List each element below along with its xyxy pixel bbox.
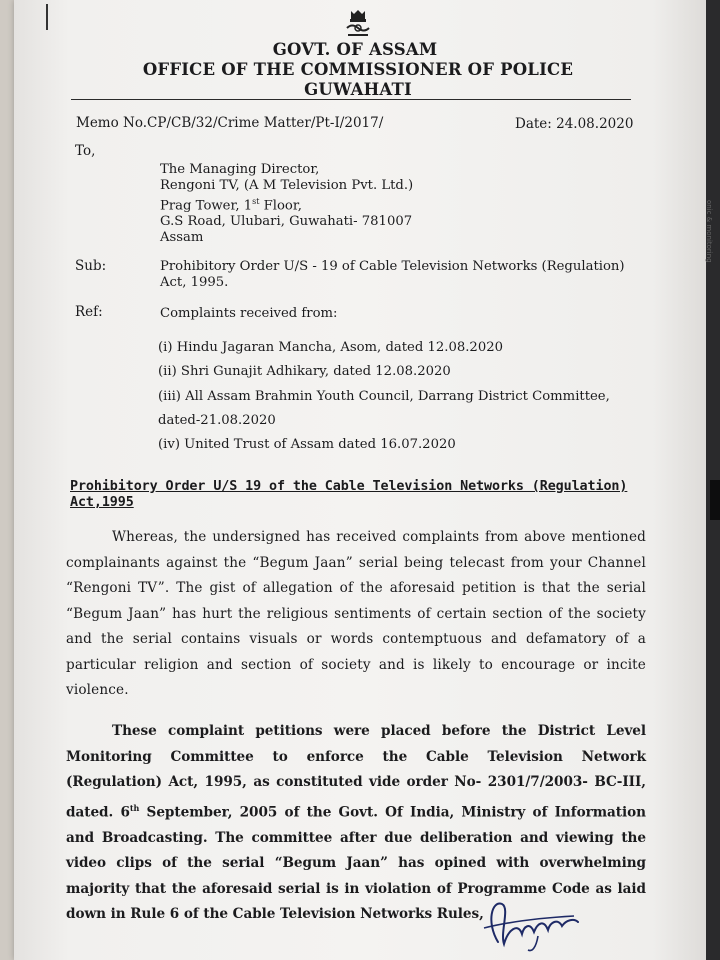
reference-intro: Complaints received from: [160,306,338,321]
recipient-address [160,162,413,245]
subject-text: Prohibitory Order U/S - 19 of Cable Television Networks (Regulation) Act, 1995. [160,259,625,290]
address-line: G.S Road, Ulubari, Guwahati- 781007 [160,213,413,229]
header-rule [71,99,631,100]
memo-number: Memo No.CP/CB/32/Crime Matter/Pt-I/2017/ [76,115,384,131]
reference-label: Ref: [75,304,103,320]
address-line: Rengoni TV, (A M Television Pvt. Ltd.) [160,177,414,193]
reference-item: dated-21.08.2020 [158,413,276,428]
header-city: GUWAHATI [304,80,412,99]
edge-mark [46,4,48,30]
reference-item: (iii) All Assam Brahmin Youth Council, Darrang District Committee, [158,389,610,404]
header-govt: GOVT. OF ASSAM [272,40,438,59]
header-office: OFFICE OF THE COMMISSIONER OF POLICE [142,60,574,79]
to-label: To, [75,143,96,159]
address-line: Assam [160,229,204,245]
reference-item: (i) Hindu Jagaran Mancha, Asom, dated 12.08.2020 [158,340,503,355]
order-title: Prohibitory Order U/S 19 of the Cable Television Networks (Regulation) Act,1995 [70,479,628,510]
scan-edge [706,0,720,960]
reference-item: (iv) United Trust of Assam dated 16.07.2020 [158,437,456,452]
paragraph-committee: These complaint petitions were placed before the District Level Monitoring Committee to enforce the Cable Television Network (Regulation) Act, 1995, as constituted vide order No- 2301/7/2003- BC-III, dated. 6th September, 2005 of the Govt. Of India, Ministry of Information and Broadcasting. The committee after due deliberation and viewing the video clips of the serial “Begum Jaan” has opined with overwhelming majority that the aforesaid serial is in violation of Programme Code as laid down in Rule 6 of the Cable Television Networks Rules, [66,723,646,923]
address-line: Prag Tower, 1st Floor, [160,196,302,213]
subject-label: Sub: [75,258,107,274]
address-line: The Managing Director, [160,162,320,177]
national-emblem-icon [341,8,375,40]
bleed-through-text: onic & monitoring [705,200,713,263]
signature [478,892,588,954]
reference-item: (ii) Shri Gunajit Adhikary, dated 12.08.2020 [158,364,451,379]
paragraph-whereas: Whereas, the undersigned has received complaints from above mentioned complainants against the “Begum Jaan” serial being telecast from your Channel “Rengoni TV”. The gist of allegation of the aforesaid petition is that the serial “Begum Jaan” has hurt the religious sentiments of certain section of the society and the serial contains visuals or words contemptuous and defamatory of a particular religion and section of society and is likely to encourage or incite violence. [66,529,646,698]
memo-date: Date: 24.08.2020 [515,116,634,132]
